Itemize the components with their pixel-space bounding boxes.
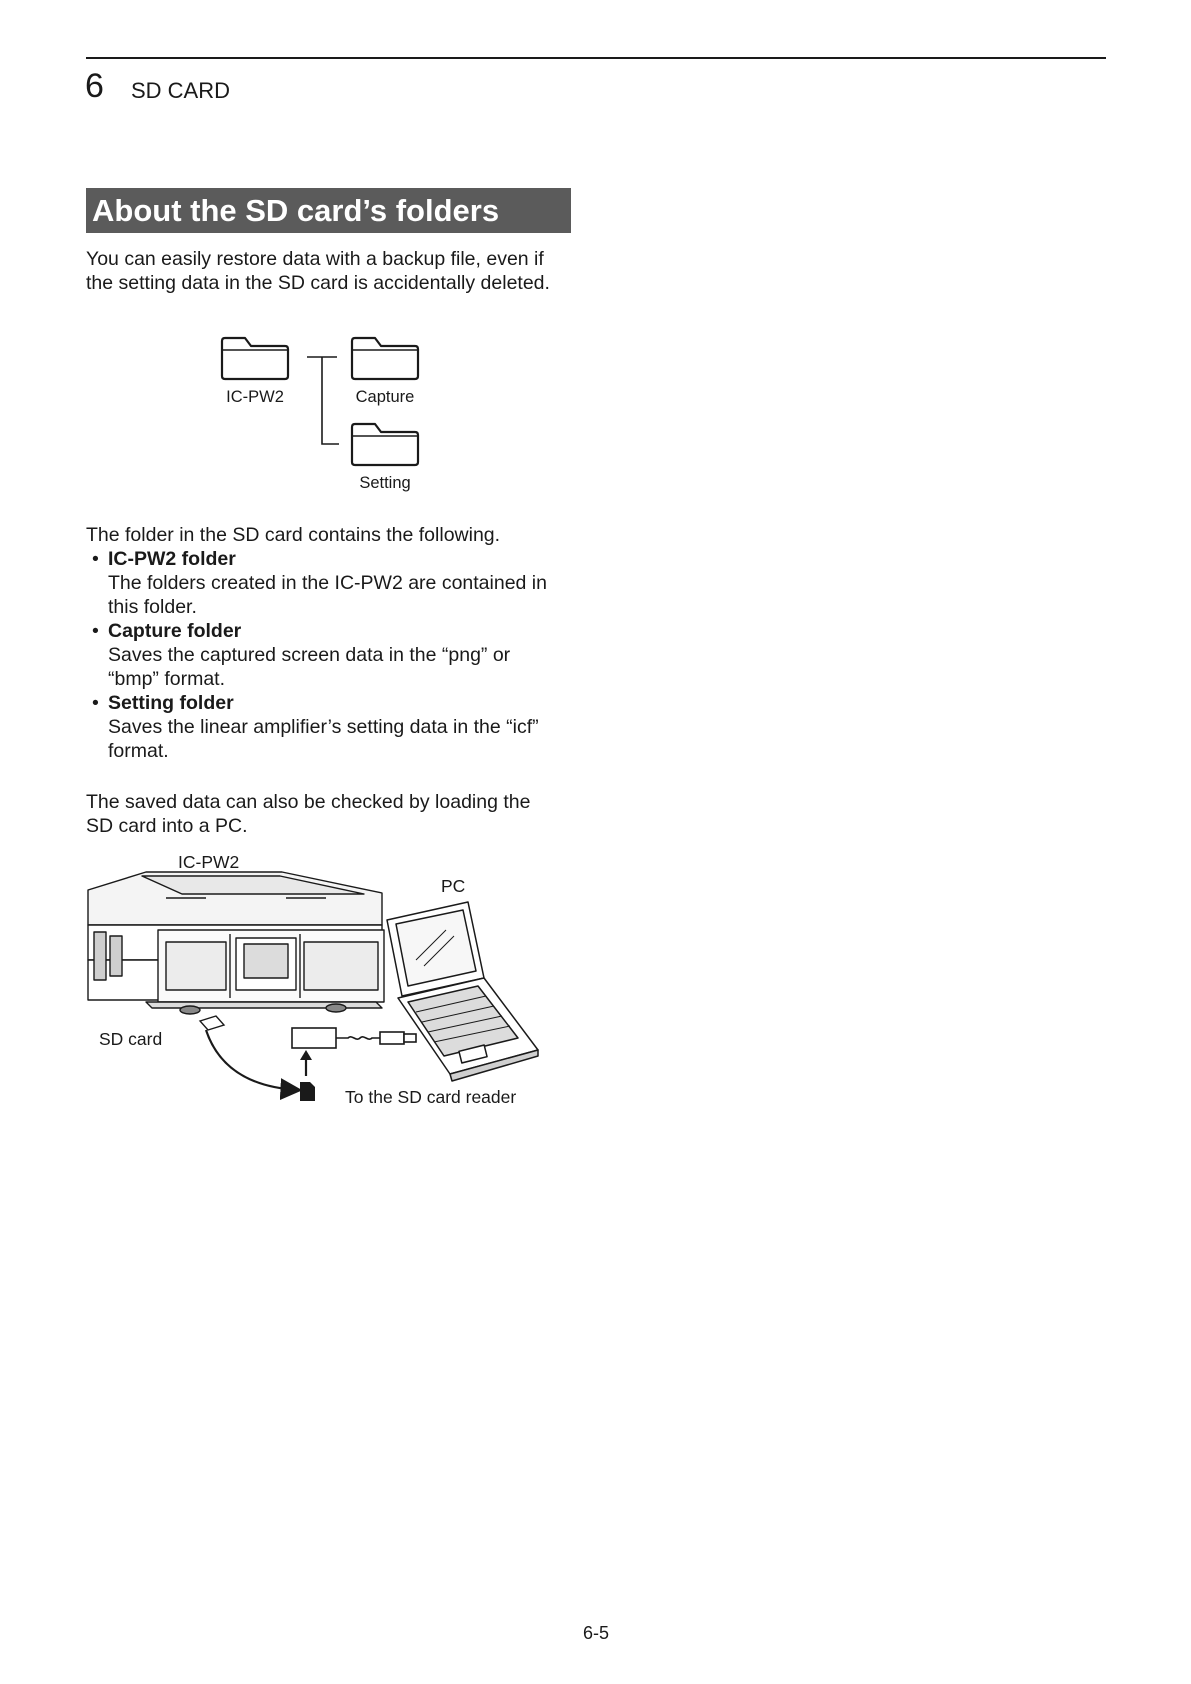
- intro-line: You can easily restore data with a backup file, even if: [86, 248, 544, 270]
- list-item-title: Setting folder: [108, 692, 234, 714]
- contents-lead: [86, 523, 500, 547]
- intro-paragraph: [86, 247, 550, 295]
- laptop-icon: [387, 902, 538, 1081]
- header-rule: [86, 57, 1106, 59]
- outro-line: The saved data can also be checked by loading the: [86, 791, 531, 813]
- chapter-title: SD CARD: [131, 78, 231, 103]
- connection-illustration: [86, 850, 576, 1115]
- card-reader-icon: [292, 1028, 416, 1048]
- list-item: [86, 691, 547, 763]
- list-item: [86, 547, 547, 619]
- folder-icon: [352, 338, 418, 379]
- folder-label-setting: Setting: [359, 474, 411, 492]
- intro-line: the setting data in the SD card is accidentally deleted.: [86, 272, 550, 294]
- list-item-title: Capture folder: [108, 620, 242, 642]
- insert-arrow: [206, 1030, 298, 1090]
- folder-label-root: IC-PW2: [226, 388, 284, 406]
- list-item-text: Saves the captured screen data in the “png” or: [108, 644, 511, 666]
- folder-tree-diagram: [215, 330, 435, 500]
- amplifier-device-icon: [88, 872, 384, 1014]
- folder-icon: [352, 424, 418, 465]
- bullet-icon: •: [92, 548, 99, 570]
- list-item-text: “bmp” format.: [108, 668, 226, 690]
- sd-card-label: SD card: [99, 1029, 163, 1049]
- chapter-number: 6: [85, 67, 104, 105]
- list-item-text: this folder.: [108, 596, 197, 618]
- outro-line: SD card into a PC.: [86, 815, 248, 837]
- device-label: IC-PW2: [178, 852, 240, 872]
- list-item-text: format.: [108, 740, 169, 762]
- bullet-icon: •: [92, 692, 99, 714]
- pc-label: PC: [441, 876, 466, 896]
- tree-connector: [307, 357, 339, 444]
- folder-label-capture: Capture: [355, 388, 415, 406]
- contents-lead-line: The folder in the SD card contains the following.: [86, 524, 501, 546]
- up-arrow-icon: [300, 1050, 312, 1076]
- bullet-icon: •: [92, 620, 99, 642]
- sd-card-symbol-icon: [300, 1082, 315, 1101]
- list-item-title: IC-PW2 folder: [108, 548, 236, 570]
- list-item: [86, 619, 547, 691]
- section-title: About the SD card’s folders: [86, 188, 571, 233]
- page-number: 6-5: [583, 1623, 610, 1643]
- list-item-text: The folders created in the IC-PW2 are contained in: [108, 572, 547, 594]
- sd-card-icon: [200, 1016, 224, 1030]
- outro-paragraph: [86, 790, 530, 838]
- folder-icon: [222, 338, 288, 379]
- folder-description-list: [86, 547, 547, 763]
- sd-reader-label: To the SD card reader: [345, 1087, 517, 1107]
- list-item-text: Saves the linear amplifier’s setting data in the “icf”: [108, 716, 539, 738]
